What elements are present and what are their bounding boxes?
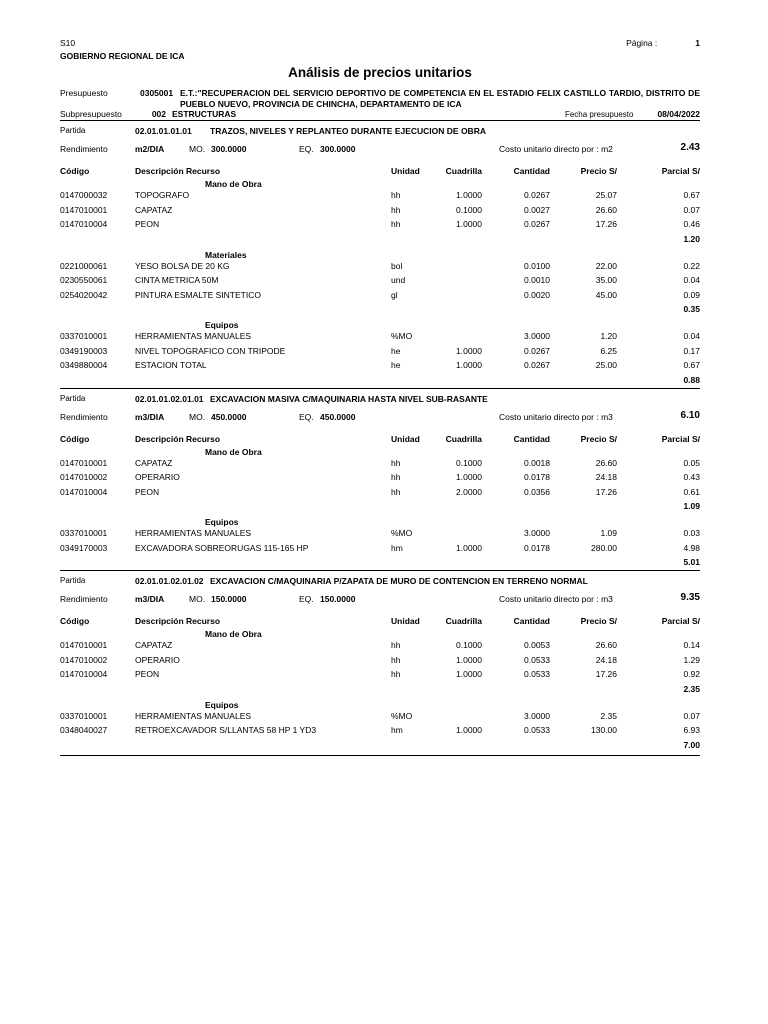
partida-label: Partida: [60, 393, 86, 403]
mo-label: MO.: [189, 411, 206, 422]
cell-unidad: he: [391, 360, 401, 370]
cell-descripcion: CINTA METRICA 50M: [135, 275, 219, 285]
cell-codigo: 0221000061: [60, 260, 108, 271]
cell-precio: 24.18: [595, 472, 617, 482]
costo-label: [499, 144, 613, 154]
col-cantidad: Cantidad: [513, 616, 550, 626]
partida-description: EXCAVACION C/MAQUINARIA P/ZAPATA DE MURO DE CONTENCION EN TERRENO NORMAL: [210, 576, 588, 586]
page-label: Página :: [626, 38, 658, 48]
costo-unitario-total: 9.35: [680, 592, 700, 603]
resource-groups: [60, 447, 700, 571]
cell-unidad: hm: [391, 725, 403, 735]
cell-precio: 25.00: [595, 360, 617, 370]
costo-label-text: Costo unitario directo por :: [499, 144, 599, 154]
col-cantidad: Cantidad: [513, 433, 550, 444]
presupuesto-description: E.T.:"RECUPERACION DEL SERVICIO DEPORTIVO DE COMPETENCIA EN EL ESTADIO FELIX CASTILLO TARDIO, DISTRITO DE PUEBLO NUEVO, PROVINCIA DE CHINCHA, DEPARTAMENTO DE ICA: [180, 88, 700, 109]
partida-label: Partida: [60, 576, 86, 585]
table-row: [60, 205, 700, 220]
group-title: Mano de Obra: [205, 446, 262, 457]
fecha-value: 08/04/2022: [657, 109, 700, 119]
partida-section: [60, 571, 700, 753]
cell-cantidad: 0.0356: [524, 486, 550, 497]
col-unidad: Unidad: [391, 616, 420, 626]
subpresupuesto-row: [60, 109, 700, 120]
cell-unidad: gl: [391, 289, 398, 300]
table-row: [60, 528, 700, 543]
cell-cantidad: 0.0178: [524, 472, 550, 482]
document-page: [60, 38, 700, 756]
fecha-label: Fecha presupuesto: [564, 110, 634, 119]
cell-parcial: 0.67: [683, 190, 700, 200]
table-row: [60, 655, 700, 670]
eq-value: 450.0000: [320, 411, 356, 422]
group-title: Mano de Obra: [205, 179, 262, 189]
partida-header: [60, 126, 700, 138]
cell-unidad: hh: [391, 669, 401, 679]
mo-value: 150.0000: [211, 594, 247, 604]
col-codigo: Código: [60, 616, 90, 626]
cell-parcial: 0.03: [683, 528, 700, 538]
group-subtotal: 2.35: [683, 683, 700, 694]
cell-cantidad: 0.0267: [524, 360, 550, 370]
col-precio: Precio S/: [580, 616, 617, 626]
cell-precio: 26.60: [595, 640, 617, 650]
cell-codigo: 0349190003: [60, 345, 108, 356]
cell-cantidad: 3.0000: [524, 710, 550, 721]
cell-cuadrilla: 1.0000: [456, 542, 482, 553]
group-subtotal: 5.01: [683, 557, 700, 567]
col-unidad: Unidad: [391, 433, 420, 444]
cell-cantidad: 0.0053: [524, 640, 550, 650]
cell-cuadrilla: 1.0000: [456, 219, 482, 229]
eq-label: EQ.: [299, 594, 314, 604]
cell-parcial: 0.46: [683, 219, 700, 229]
cell-codigo: 0147010004: [60, 219, 108, 229]
presupuesto-label: Presupuesto: [60, 88, 108, 98]
group-title: Mano de Obra: [205, 629, 262, 639]
col-cuadrilla: Cuadrilla: [445, 616, 482, 626]
col-descripcion: Descripción Recurso: [135, 166, 221, 176]
cell-precio: 45.00: [595, 289, 617, 300]
cell-codigo: 0230550061: [60, 275, 108, 285]
partida-section: [60, 389, 700, 571]
col-parcial: Parcial S/: [661, 166, 700, 176]
cell-descripcion: HERRAMIENTAS MANUALES: [135, 710, 252, 721]
cell-cantidad: 0.0533: [524, 725, 550, 735]
cell-cuadrilla: 1.0000: [456, 190, 482, 200]
cell-precio: 25.07: [595, 190, 617, 200]
cell-descripcion: TOPOGRAFO: [135, 190, 190, 200]
table-row: [60, 640, 700, 655]
rendimiento-row: [60, 410, 700, 434]
cell-unidad: %MO: [391, 528, 413, 538]
cell-descripcion: ESTACION TOTAL: [135, 360, 207, 370]
cell-codigo: 0337010001: [60, 710, 108, 721]
col-descripcion: Descripción Recurso: [135, 616, 221, 626]
group-subtotal: 0.88: [683, 374, 700, 385]
table-header: [60, 166, 700, 179]
cell-parcial: 0.07: [683, 710, 700, 721]
cell-descripcion: PINTURA ESMALTE SINTETICO: [135, 289, 261, 300]
col-parcial: Parcial S/: [661, 433, 700, 444]
page-title: Análisis de precios unitarios: [288, 65, 472, 80]
table-row: [60, 219, 700, 234]
cell-cantidad: 0.0267: [524, 345, 550, 356]
group-title: Materiales: [205, 249, 247, 260]
cell-unidad: hh: [391, 219, 401, 229]
table-row: [60, 261, 700, 276]
cell-parcial: 0.14: [683, 640, 700, 650]
cell-precio: 1.09: [600, 528, 617, 538]
table-row: [60, 543, 700, 558]
table-row: [60, 669, 700, 684]
table-header: [60, 434, 700, 447]
cell-unidad: hh: [391, 640, 401, 650]
cell-parcial: 0.04: [683, 331, 700, 341]
rendimiento-label: Rendimiento: [60, 594, 108, 604]
cell-precio: 1.20: [600, 331, 617, 341]
cell-cantidad: 3.0000: [524, 331, 550, 341]
cell-precio: 26.60: [595, 204, 617, 215]
eq-label: EQ.: [299, 411, 314, 422]
table-header: [60, 616, 700, 629]
cell-cuadrilla: 1.0000: [456, 654, 482, 665]
col-precio: Precio S/: [580, 433, 617, 444]
rendimiento-row: [60, 592, 700, 616]
cell-descripcion: HERRAMIENTAS MANUALES: [135, 331, 252, 341]
mo-value: 300.0000: [211, 144, 247, 154]
cell-cuadrilla: 1.0000: [456, 669, 482, 679]
cell-parcial: 0.05: [683, 457, 700, 468]
cell-descripcion: PEON: [135, 486, 160, 497]
cell-cuadrilla: 1.0000: [456, 472, 482, 482]
presupuesto-code: 0305001: [140, 88, 174, 98]
costo-unit: m2: [601, 144, 613, 154]
col-cuadrilla: Cuadrilla: [445, 166, 482, 176]
cell-precio: 2.35: [600, 710, 617, 721]
cell-codigo: 0348040027: [60, 725, 108, 735]
cell-codigo: 0147010001: [60, 457, 108, 468]
rendimiento-row: [60, 142, 700, 166]
partida-label: Partida: [60, 126, 86, 135]
cell-unidad: he: [391, 345, 401, 356]
col-unidad: Unidad: [391, 166, 420, 176]
cell-cuadrilla: 0.1000: [456, 204, 482, 215]
page-number: 1: [695, 38, 700, 48]
cell-codigo: 0147010002: [60, 654, 108, 665]
cell-codigo: 0147000032: [60, 190, 108, 200]
cell-parcial: 0.09: [683, 289, 700, 300]
cell-cuadrilla: 1.0000: [456, 725, 482, 735]
group-title: Equipos: [205, 699, 239, 710]
cell-unidad: %MO: [391, 710, 413, 721]
cell-unidad: und: [391, 275, 406, 285]
cell-unidad: hh: [391, 654, 401, 665]
cell-parcial: 1.29: [683, 654, 700, 665]
eq-label: EQ.: [299, 144, 314, 154]
cell-cantidad: 3.0000: [524, 528, 550, 538]
table-row: [60, 275, 700, 290]
cell-cuadrilla: 0.1000: [456, 640, 482, 650]
presupuesto-row: [60, 88, 700, 109]
cell-parcial: 4.98: [683, 542, 700, 553]
cell-codigo: 0254020042: [60, 289, 108, 300]
partida-code: 02.01.01.01.01: [135, 126, 192, 136]
cell-precio: 130.00: [591, 725, 617, 735]
cell-precio: 6.25: [600, 345, 617, 356]
costo-unit: m3: [601, 594, 613, 604]
partida-description: EXCAVACION MASIVA C/MAQUINARIA HASTA NIVEL SUB-RASANTE: [210, 393, 488, 404]
cell-precio: 280.00: [591, 542, 617, 553]
table-row: [60, 290, 700, 305]
cell-cuadrilla: 1.0000: [456, 345, 482, 356]
rendimiento-label: Rendimiento: [60, 144, 108, 154]
group-title: Equipos: [205, 517, 239, 527]
partidas-container: [60, 120, 700, 756]
cell-parcial: 6.93: [683, 725, 700, 735]
cell-codigo: 0349880004: [60, 360, 108, 370]
cell-cantidad: 0.0100: [524, 260, 550, 271]
partida-code: 02.01.01.02.01.02: [135, 576, 204, 586]
cell-parcial: 0.43: [683, 472, 700, 482]
mo-value: 450.0000: [211, 411, 247, 422]
cell-unidad: hh: [391, 472, 401, 482]
costo-unitario-total: 2.43: [680, 142, 700, 153]
cell-descripcion: CAPATAZ: [135, 640, 173, 650]
eq-value: 300.0000: [320, 144, 356, 154]
cell-cuadrilla: 1.0000: [456, 360, 482, 370]
cell-parcial: 0.61: [683, 486, 700, 497]
cell-parcial: 0.07: [683, 204, 700, 215]
cell-unidad: hh: [391, 486, 401, 497]
partida-code: 02.01.01.02.01.01: [135, 393, 204, 404]
group-subtotal: 0.35: [683, 304, 700, 314]
table-row: [60, 360, 700, 375]
cell-descripcion: PEON: [135, 219, 160, 229]
subpresupuesto-label: Subpresupuesto: [60, 109, 122, 119]
top-row: [60, 38, 700, 50]
table-row: [60, 331, 700, 346]
cell-codigo: 0147010001: [60, 204, 108, 215]
partida-section: [60, 121, 700, 388]
cell-precio: 26.60: [595, 457, 617, 468]
cell-precio: 17.26: [595, 219, 617, 229]
table-row: [60, 711, 700, 726]
organization-name: GOBIERNO REGIONAL DE ICA: [60, 51, 185, 61]
cell-cantidad: 0.0018: [524, 457, 550, 468]
costo-label: [499, 594, 613, 604]
rendimiento-unit: m2/DIA: [135, 144, 165, 154]
partida-header: [60, 576, 700, 588]
eq-value: 150.0000: [320, 594, 356, 604]
cell-descripcion: OPERARIO: [135, 654, 180, 665]
cell-parcial: 0.22: [683, 260, 700, 271]
subpresupuesto-description: ESTRUCTURAS: [172, 109, 237, 119]
cell-unidad: bol: [391, 260, 403, 271]
cell-codigo: 0147010004: [60, 486, 108, 497]
cell-cantidad: 0.0533: [524, 654, 550, 665]
col-parcial: Parcial S/: [661, 616, 700, 626]
group-subtotal: 1.20: [683, 233, 700, 244]
cell-descripcion: CAPATAZ: [135, 204, 173, 215]
cell-codigo: 0147010001: [60, 640, 108, 650]
cell-cantidad: 0.0267: [524, 190, 550, 200]
cell-cantidad: 0.0533: [524, 669, 550, 679]
cell-unidad: hm: [391, 542, 403, 553]
cell-precio: 17.26: [595, 486, 617, 497]
cell-unidad: hh: [391, 190, 401, 200]
table-row: [60, 472, 700, 487]
col-codigo: Código: [60, 433, 90, 444]
cell-parcial: 0.17: [683, 345, 700, 356]
cell-parcial: 0.67: [683, 360, 700, 370]
resource-groups: [60, 179, 700, 388]
costo-unitario-total: 6.10: [680, 409, 700, 421]
group-title: Equipos: [205, 320, 239, 330]
cell-cantidad: 0.0020: [524, 289, 550, 300]
cell-descripcion: NIVEL TOPOGRAFICO CON TRIPODE: [135, 345, 286, 356]
cell-cuadrilla: 0.1000: [456, 457, 482, 468]
table-row: [60, 190, 700, 205]
cell-cantidad: 0.0267: [524, 219, 550, 229]
rendimiento-unit: m3/DIA: [135, 594, 165, 604]
cell-unidad: %MO: [391, 331, 413, 341]
cell-codigo: 0147010002: [60, 472, 108, 482]
table-row: [60, 458, 700, 473]
costo-label-text: Costo unitario directo por :: [499, 594, 599, 604]
cell-descripcion: YESO BOLSA DE 20 KG: [135, 260, 230, 271]
partida-header: [60, 394, 700, 406]
costo-label-text: Costo unitario directo por :: [499, 411, 599, 422]
cell-precio: 17.26: [595, 669, 617, 679]
system-label: S10: [60, 38, 76, 48]
group-subtotal: 1.09: [683, 501, 700, 511]
resource-groups: [60, 629, 700, 753]
cell-codigo: 0147010004: [60, 669, 108, 679]
cell-descripcion: CAPATAZ: [135, 457, 173, 468]
mo-label: MO.: [189, 594, 206, 604]
rendimiento-unit: m3/DIA: [135, 411, 165, 422]
table-row: [60, 725, 700, 740]
cell-descripcion: EXCAVADORA SOBREORUGAS 115-165 HP: [135, 542, 309, 553]
cell-precio: 22.00: [595, 260, 617, 271]
cell-codigo: 0349170003: [60, 542, 108, 553]
costo-label: [499, 412, 613, 422]
cell-cantidad: 0.0027: [524, 204, 550, 215]
col-codigo: Código: [60, 166, 90, 176]
costo-unit: m3: [601, 411, 613, 422]
cell-precio: 35.00: [595, 275, 617, 285]
cell-cantidad: 0.0010: [524, 275, 550, 285]
cell-descripcion: OPERARIO: [135, 472, 180, 482]
cell-parcial: 0.04: [683, 275, 700, 285]
table-row: [60, 346, 700, 361]
cell-unidad: hh: [391, 457, 401, 468]
cell-codigo: 0337010001: [60, 331, 108, 341]
cell-precio: 24.18: [595, 654, 617, 665]
cell-descripcion: HERRAMIENTAS MANUALES: [135, 528, 252, 538]
group-subtotal: 7.00: [683, 739, 700, 750]
cell-cantidad: 0.0178: [524, 542, 550, 553]
partida-description: TRAZOS, NIVELES Y REPLANTEO DURANTE EJECUCION DE OBRA: [210, 126, 486, 136]
mo-label: MO.: [189, 144, 206, 154]
cell-codigo: 0337010001: [60, 528, 108, 538]
section-divider: [60, 755, 700, 756]
table-row: [60, 487, 700, 502]
rendimiento-label: Rendimiento: [60, 411, 108, 422]
col-cantidad: Cantidad: [513, 166, 550, 176]
cell-parcial: 0.92: [683, 669, 700, 679]
col-precio: Precio S/: [580, 166, 617, 176]
cell-cuadrilla: 2.0000: [456, 486, 482, 497]
page-number-block: [626, 38, 700, 50]
cell-unidad: hh: [391, 204, 401, 215]
subpresupuesto-code: 002: [151, 109, 166, 119]
col-descripcion: Descripción Recurso: [135, 433, 221, 444]
cell-descripcion: PEON: [135, 669, 160, 679]
col-cuadrilla: Cuadrilla: [445, 433, 482, 444]
cell-descripcion: RETROEXCAVADOR S/LLANTAS 58 HP 1 YD3: [135, 725, 317, 735]
